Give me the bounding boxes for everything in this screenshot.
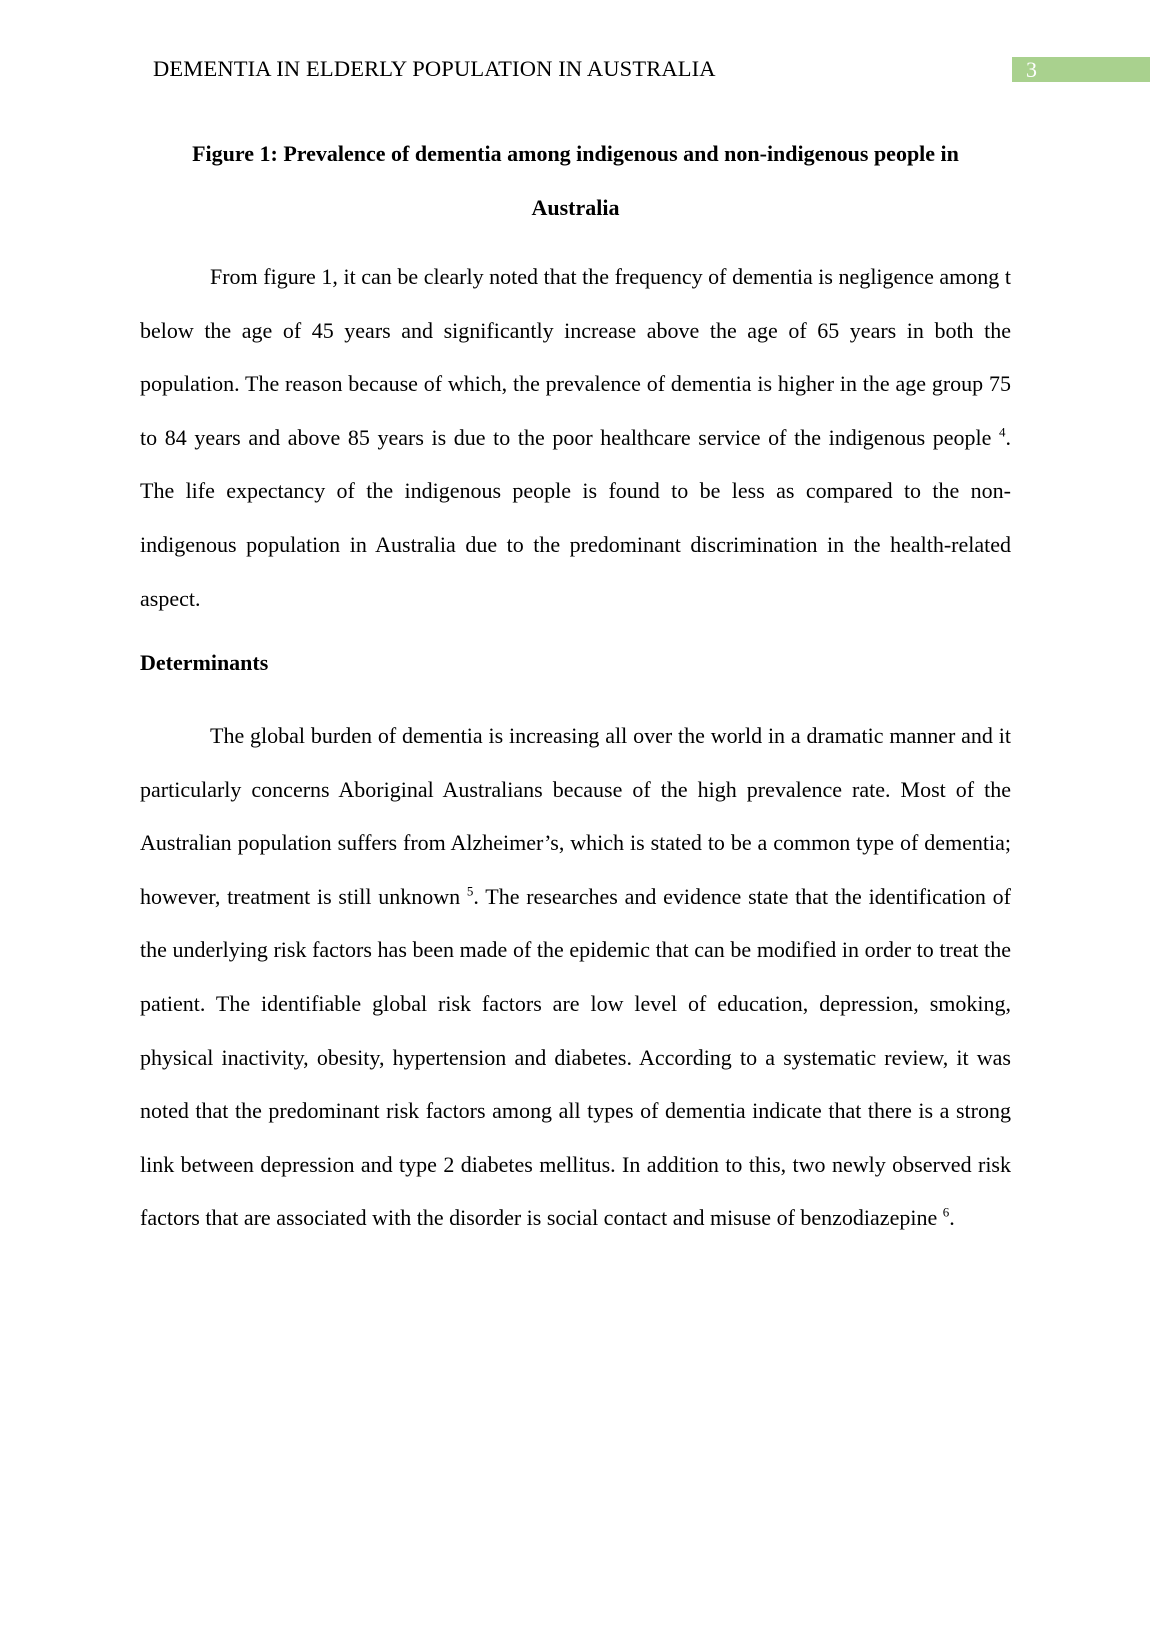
figure-caption-line-1: Figure 1: Prevalence of dementia among indigenous and non-indigenous people in [192,141,959,166]
paragraph-prevalence-discussion [140,250,1011,625]
citation-reference: 6 [942,1205,950,1221]
citation-reference: 5 [466,883,474,899]
paragraph-text: . The life expectancy of the indigenous people is found to be less as compared to the non-indigenous population in Australia due to the predominant discrimination in the health-related aspect. [140,424,1011,611]
paragraph-text: . The researches and evidence state that the identification of the underlying risk factors has been made of the epidemic that can be modified in order to treat the patient. The identifiable global risk factors are low level of education, depression, smoking, physical inactivity, obesity, hypertension and diabetes. According to a systematic review, it was noted that the predominant risk factors among all types of dementia indicate that there is a strong link between depression and type 2 diabetes mellitus. In addition to this, two newly observed risk factors that are associated with the disorder is social contact and misuse of benzodiazepine [140,883,1011,1231]
running-header-title: DEMENTIA IN ELDERLY POPULATION IN AUSTRALIA [153,56,716,81]
section-heading-determinants: Determinants [140,650,269,675]
paragraph-determinants [140,709,1011,1245]
paragraph-text: The global burden of dementia is increasing all over the world in a dramatic manner and it particularly concerns Aboriginal Australians because of the high prevalence rate. Most of the Australian population suffers from Alzheimer’s, which is stated to be a common type of dementia; however, treatment is still unknown [140,723,1011,909]
figure-caption-line-2: Australia [531,195,620,220]
figure-caption [140,127,1011,235]
paragraph-text: . [949,1205,955,1231]
citation-reference: 4 [999,424,1006,440]
paragraph-text: From figure 1, it can be clearly noted that the frequency of dementia is negligence among t below the age of 45 years and significantly increase above the age of 65 years in both the population. The reason because of which, the prevalence of dementia is higher in the age group 75 to 84 years and above 85 years is due to the poor healthcare service of the indigenous people [140,264,1011,450]
page-number: 3 [1012,57,1150,82]
